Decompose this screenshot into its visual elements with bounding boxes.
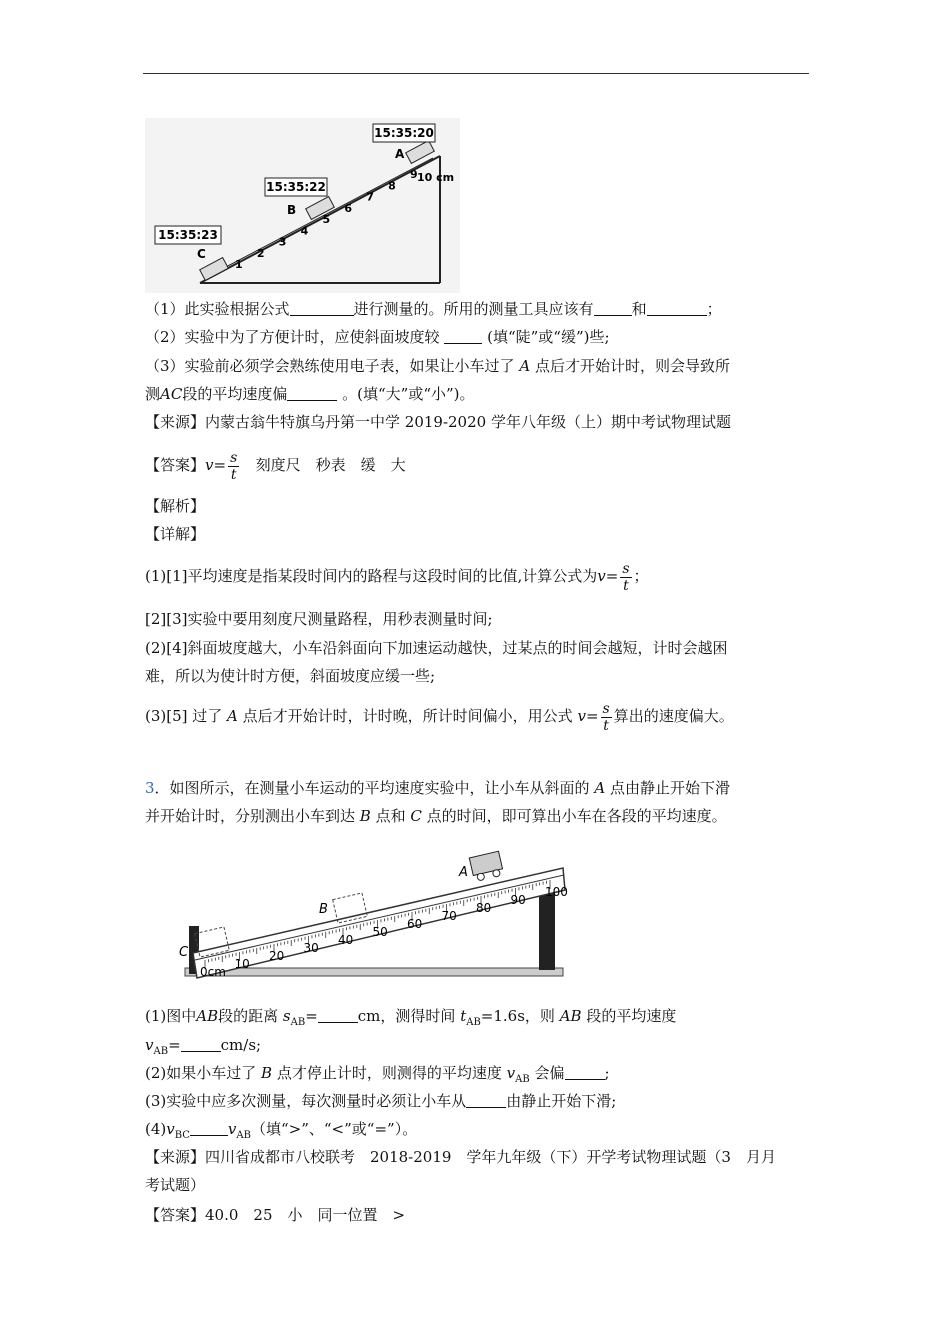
incline-ruler-figure [175,848,570,998]
incline-tick-label: 2 [256,246,265,260]
velocity-blank[interactable] [181,1037,221,1052]
q2-line-1: （1）此实验根据公式 进行测量的。所用的测量工具应该有 和 ； [145,300,722,318]
speed-blank[interactable] [287,386,337,401]
explanation-4: 难，所以为使计时方便，斜面坡度应缓一些; [145,667,436,685]
q3-part-3: (3)实验中应多次测量，每次测量时必须让小车从 由静止开始下滑; [145,1092,617,1110]
ruler-scale-label: 70 [441,909,457,923]
explanation-2: [2][3]实验中要用刻度尺测量路程，用秒表测量时间; [145,610,493,628]
incline-tick-label: 7 [366,190,374,204]
q2-line-3: （3）实验前必须学会熟练使用电子表，如果让小车过了 A 点后才开始计时，则会导致所 [145,357,730,375]
explanation-3: (2)[4]斜面坡度越大，小车沿斜面向下加速运动越快，过某点的时间会越短，计时会越困 [145,639,728,657]
timer-c-text: 15:35:23 [158,228,218,242]
ruler-scale-label: 30 [303,941,319,955]
cart-a-icon [469,851,504,882]
timer-a-text: 15:35:20 [374,126,434,140]
detail-heading: 【详解】 [145,525,206,543]
distance-blank[interactable] [318,1008,358,1023]
label-c: C [179,945,189,960]
ruler-scale-label: 80 [476,901,492,915]
ruler-scale-label: 40 [338,933,354,947]
bias-blank[interactable] [565,1065,605,1080]
q2-line-4: 测AC段的平均速度偏 。(填“大”或“小”)。 [145,385,475,403]
q3-part-4: $(4)v_{BC}$ $v_{AB}$（填“>”、“<”或“=”）。 [145,1120,418,1141]
q3-part-1a: (1)图中AB段的距离 $s_{AB}=$ cm，测得时间 $t_{AB}=1.6s$，则 AB 段的平均速度 [145,1007,677,1028]
incline-tick-label: 6 [344,201,353,215]
ruler-scale-label: 10 [234,957,250,971]
q2-line-2: （2）实验中为了方便计时，应使斜面坡度较 (填“陡”或“缓”)些; [145,328,610,346]
q2-answer: 【答案】v= $\frac{s}{t}$ 刻度尺 秒表 缓 大 [145,449,406,483]
ruler-scale-label: 100 [545,885,568,899]
incline-tick-label: 5 [322,213,331,226]
q3-part-1b: $v_{AB}= cm/s$; [145,1036,262,1057]
q3-part-2: (2)如果小车过了 B 点才停止计时，则测得的平均速度 $v_{AB}$ 会偏 ; [145,1064,610,1085]
incline-tick-label: 1 [235,258,243,271]
q2-source: 【来源】内蒙古翁牛特旗乌丹第一中学 2019-2020 学年八年级（上）期中考试物理试题 [145,413,731,431]
ruler-scale-label: 60 [407,917,423,931]
question-number: 3 [145,779,155,797]
q3-stem-1: 3．如图所示，在测量小车运动的平均速度实验中，让小车从斜面的 A 点由静止开始下滑 [145,779,730,797]
header-rule [143,73,809,74]
fraction-s-over-t: $\frac{s}{t}$ [230,449,238,483]
label-b: B [287,203,297,217]
incline-tick-label: 4 [300,224,309,238]
position-blank[interactable] [466,1093,506,1108]
analysis-heading: 【解析】 [145,497,206,515]
unit-label: 10 cm [417,171,455,184]
label-a: A [395,147,405,161]
incline-tick-label: 9 [410,168,418,181]
incline-timer-figure [145,118,460,293]
ruler-scale-label: 90 [510,893,526,907]
slope-blank[interactable] [444,329,482,344]
compare-blank[interactable] [190,1121,228,1136]
explanation-5: (3)[5] 过了 A 点后才开始计时，计时晚，所计时间偏小，用公式 v= $\frac{s}{t}$ 算出的速度偏大。 [145,700,734,734]
q3-stem-2: 并开始计时，分别测出小车到达 B 点和 C 点的时间，即可算出小车在各段的平均速度。 [145,807,727,825]
tool1-blank[interactable] [594,301,632,316]
explanation-1: (1)[1]平均速度是指某段时间内的路程与这段时间的比值,计算公式为v= $\frac{s}{t}$ ； [145,560,649,594]
q3-answer: 【答案】40.0 25 小 同一位置 > [145,1206,406,1224]
timer-b-text: 15:35:22 [266,180,326,194]
q3-source-2: 考试题） [145,1176,206,1194]
ruler-scale-label: 50 [372,925,388,939]
tool2-blank[interactable] [647,301,707,316]
formula-blank[interactable] [290,301,354,316]
ruler-scale-label: 0cm [200,965,226,979]
label-a: A [459,865,468,880]
q3-source-1: 【来源】四川省成都市八校联考 2018-2019 学年九年级（下）开学考试物理试题（3 月月 [145,1148,776,1166]
label-c: C [197,247,206,261]
incline-tick-label: 3 [278,235,287,249]
incline-tick-label: 8 [388,179,396,193]
ruler-scale-label: 20 [269,949,285,963]
label-b: B [319,902,328,917]
